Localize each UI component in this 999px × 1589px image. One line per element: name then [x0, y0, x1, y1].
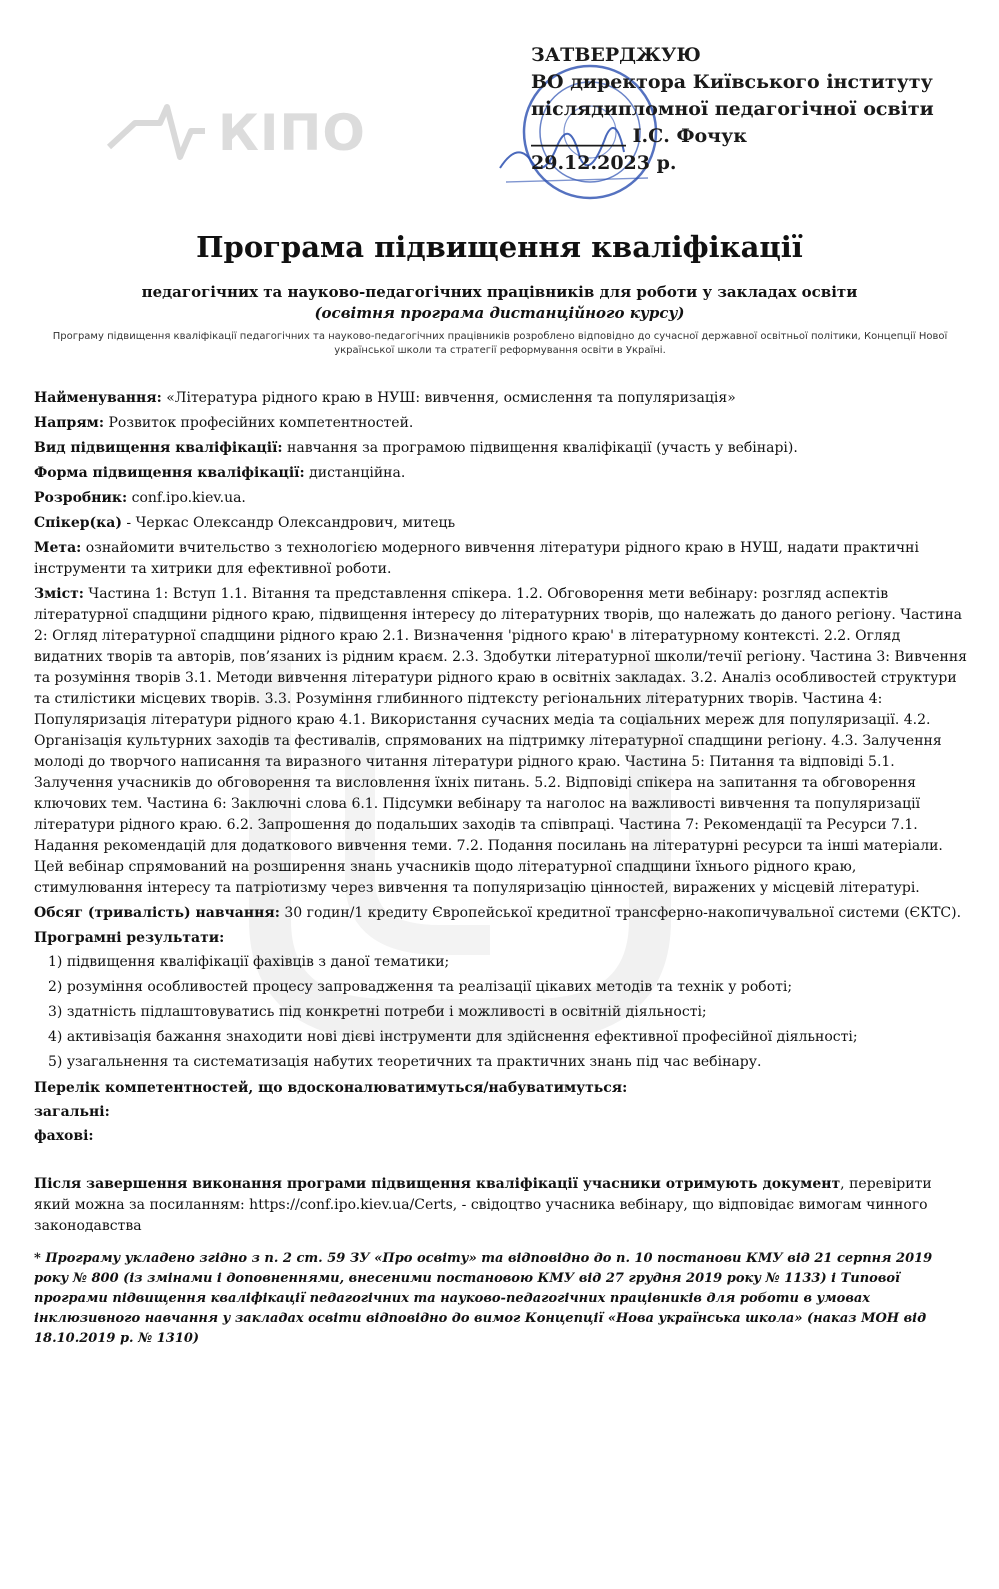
field-label: Вид підвищення кваліфікації: — [34, 440, 283, 456]
field-goal — [34, 538, 969, 580]
field-value: conf.ipo.kiev.ua. — [127, 490, 246, 506]
page-title: Програма підвищення кваліфікації — [196, 230, 803, 264]
logo-text: КІПО — [218, 104, 366, 162]
completion-rest: , перевірити який можна за посиланням: https://conf.ipo.kiev.ua/Certs, - свідоцтво учасника вебінару, що відповідає вимогам чинного законодавства — [34, 1176, 932, 1234]
field-label: Форма підвищення кваліфікації: — [34, 465, 305, 481]
list-item: 2) розуміння особливостей процесу запровадження та реалізації цікавих методів та технік у роботі; — [48, 979, 793, 995]
competencies-general: загальні: — [34, 1104, 110, 1120]
approval-line: післядипломної педагогічної освіти — [531, 98, 934, 120]
field-value: «Література рідного краю в НУШ: вивчення, осмислення та популяризація» — [161, 390, 736, 406]
completion-note — [34, 1174, 969, 1237]
field-value: Частина 1: Вступ 1.1. Вітання та представлення спікера. 1.2. Обговорення мети вебінару: розгляд аспектів літературної спадщини рідного краю, підвищення інтересу до літературних творів, що належать до даного регіону. Частина 2: Огляд літературної спадщини рідного краю 2.1. Визначення 'рідного краю' в літературному контексті. 2.2. Огляд видатних творів та авторів, пов’язаних із рідним краєм. 2.3. Здобутки літературної школи/течії регіону. Частина 3: Вивчення та розуміння творів 3.1. Методи вивчення літератури рідного краю в освітніх закладах. 3.2. Аналіз особливостей структури та стилістики місцевих творів. 3.3. Розуміння глибинного підтексту регіональних літературних творів. Частина 4: Популяризація літератури рідного краю 4.1. Використання сучасних медіа та соціальних мереж для популяризації. 4.2. Організація культурних заходів та фестивалів, спрямованих на підтримку літературної спадщини регіону. 4.3. Залучення молоді до творчого написання та виразного читання літератури рідного краю. Частина 5: Питання та відповіді 5.1. Залучення учасників до обговорення та висловлення їхніх питань. 5.2. Відповіді спікера на запитання та обговорення ключових тем. Частина 6: Заключні слова 6.1. Підсумки вебінару та наголос на важливості вивчення та популяризації літератури рідного краю. 6.2. Запрошення до подальших заходів та співпраці. Частина 7: Рекомендації та Ресурси 7.1. Надання рекомендацій для додаткового вивчення теми. 7.2. Подання посилань на літературні ресурси та інші матеріали. Цей вебінар спрямований на розширення знань учасників щодо літературної спадщини їхнього рідного краю, стимулювання інтересу та патріотизму через вивчення та популяризацію цінностей, виражених у місцевій літературі. — [34, 586, 967, 896]
field-label: Спікер(ка) — [34, 515, 122, 531]
field-value: - Черкас Олександр Олександрович, митець — [121, 515, 456, 531]
list-item: 5) узагальнення та систематизація набутих теоретичних та практичних знань під час вебінару. — [48, 1054, 762, 1070]
field-content — [34, 584, 969, 899]
field-volume — [34, 903, 969, 924]
field-direction — [34, 413, 969, 434]
field-label: Напрям: — [34, 415, 105, 431]
field-value: 30 годин/1 кредиту Європейської кредитної трансферно-накопичувальної системи (ЄКТС). — [279, 905, 962, 921]
field-value: ознайомити вчительство з технологією модерного вивчення літератури рідного краю в НУШ, надати практичні інструменти та хитрики для ефективної роботи. — [34, 540, 919, 577]
approval-line: 29.12.2023 р. — [531, 152, 677, 174]
field-label: Мета: — [34, 540, 82, 556]
field-developer — [34, 488, 969, 509]
results-title: Програмні результати: — [34, 930, 225, 946]
field-label: Найменування: — [34, 390, 162, 406]
subtitle: педагогічних та науково-педагогічних працівників для роботи у закладах освіти — [141, 283, 858, 301]
program-content — [34, 388, 969, 1349]
approval-block — [531, 42, 934, 177]
subtitle-block — [0, 282, 999, 324]
footnote: * Програму укладено згідно з п. 2 ст. 59 ЗУ «Про освіту» та відповідно до п. 10 постанови КМУ від 21 серпня 2019 року № 800 (із змінами і доповненнями, внесеними постановою КМУ від 27 грудня 2019 року № 1133) і Типової програми підвищення кваліфікації педагогічних та науково-педагогічних працівників для роботи в умовах інклюзивного навчання у закладах освіти відповідно до вимог Концепції «Нова українська школа» (наказ МОН від 18.10.2019 р. № 1310) — [34, 1251, 933, 1346]
competencies-professional: фахові: — [34, 1128, 94, 1144]
completion-bold: Після завершення виконання програми підвищення кваліфікації учасники отримують документ — [34, 1176, 841, 1192]
list-item: 4) активізація бажання знаходити нові дієві інструменти для здійснення ефективної професійної діяльності; — [48, 1029, 858, 1045]
subtitle-italic: (освітня програма дистанційного курсу) — [314, 304, 685, 322]
field-speaker — [34, 513, 969, 534]
field-type — [34, 438, 969, 459]
field-value: дистанційна. — [304, 465, 406, 481]
approval-line: ВО директора Київського інституту — [531, 71, 933, 93]
list-item: 1) підвищення кваліфікації фахівців з даної тематики; — [48, 954, 450, 970]
results-list — [34, 952, 969, 1073]
field-value: Розвиток професійних компетентностей. — [104, 415, 414, 431]
field-name — [34, 388, 969, 409]
field-label: Зміст: — [34, 586, 84, 602]
field-label: Розробник: — [34, 490, 128, 506]
intro-text: Програму підвищення кваліфікації педагогічних та науково-педагогічних працівників розроблено відповідно до сучасної державної освітньої політики, Концепції Нової української школи та стратегії реформування освіти в Україні. — [52, 331, 948, 356]
list-item: 3) здатність підлаштовуватись під конкретні потреби і можливості в освітній діяльності; — [48, 1004, 707, 1020]
field-form — [34, 463, 969, 484]
approval-line: ЗАТВЕРДЖУЮ — [531, 44, 701, 66]
field-value: навчання за програмою підвищення кваліфікації (участь у вебінарі). — [282, 440, 798, 456]
approval-line: __________ І.С. Фочук — [531, 125, 747, 147]
field-label: Обсяг (тривалість) навчання: — [34, 905, 280, 921]
competencies-title: Перелік компетентностей, що вдосконалюватимуться/набуватимуться: — [34, 1080, 628, 1096]
